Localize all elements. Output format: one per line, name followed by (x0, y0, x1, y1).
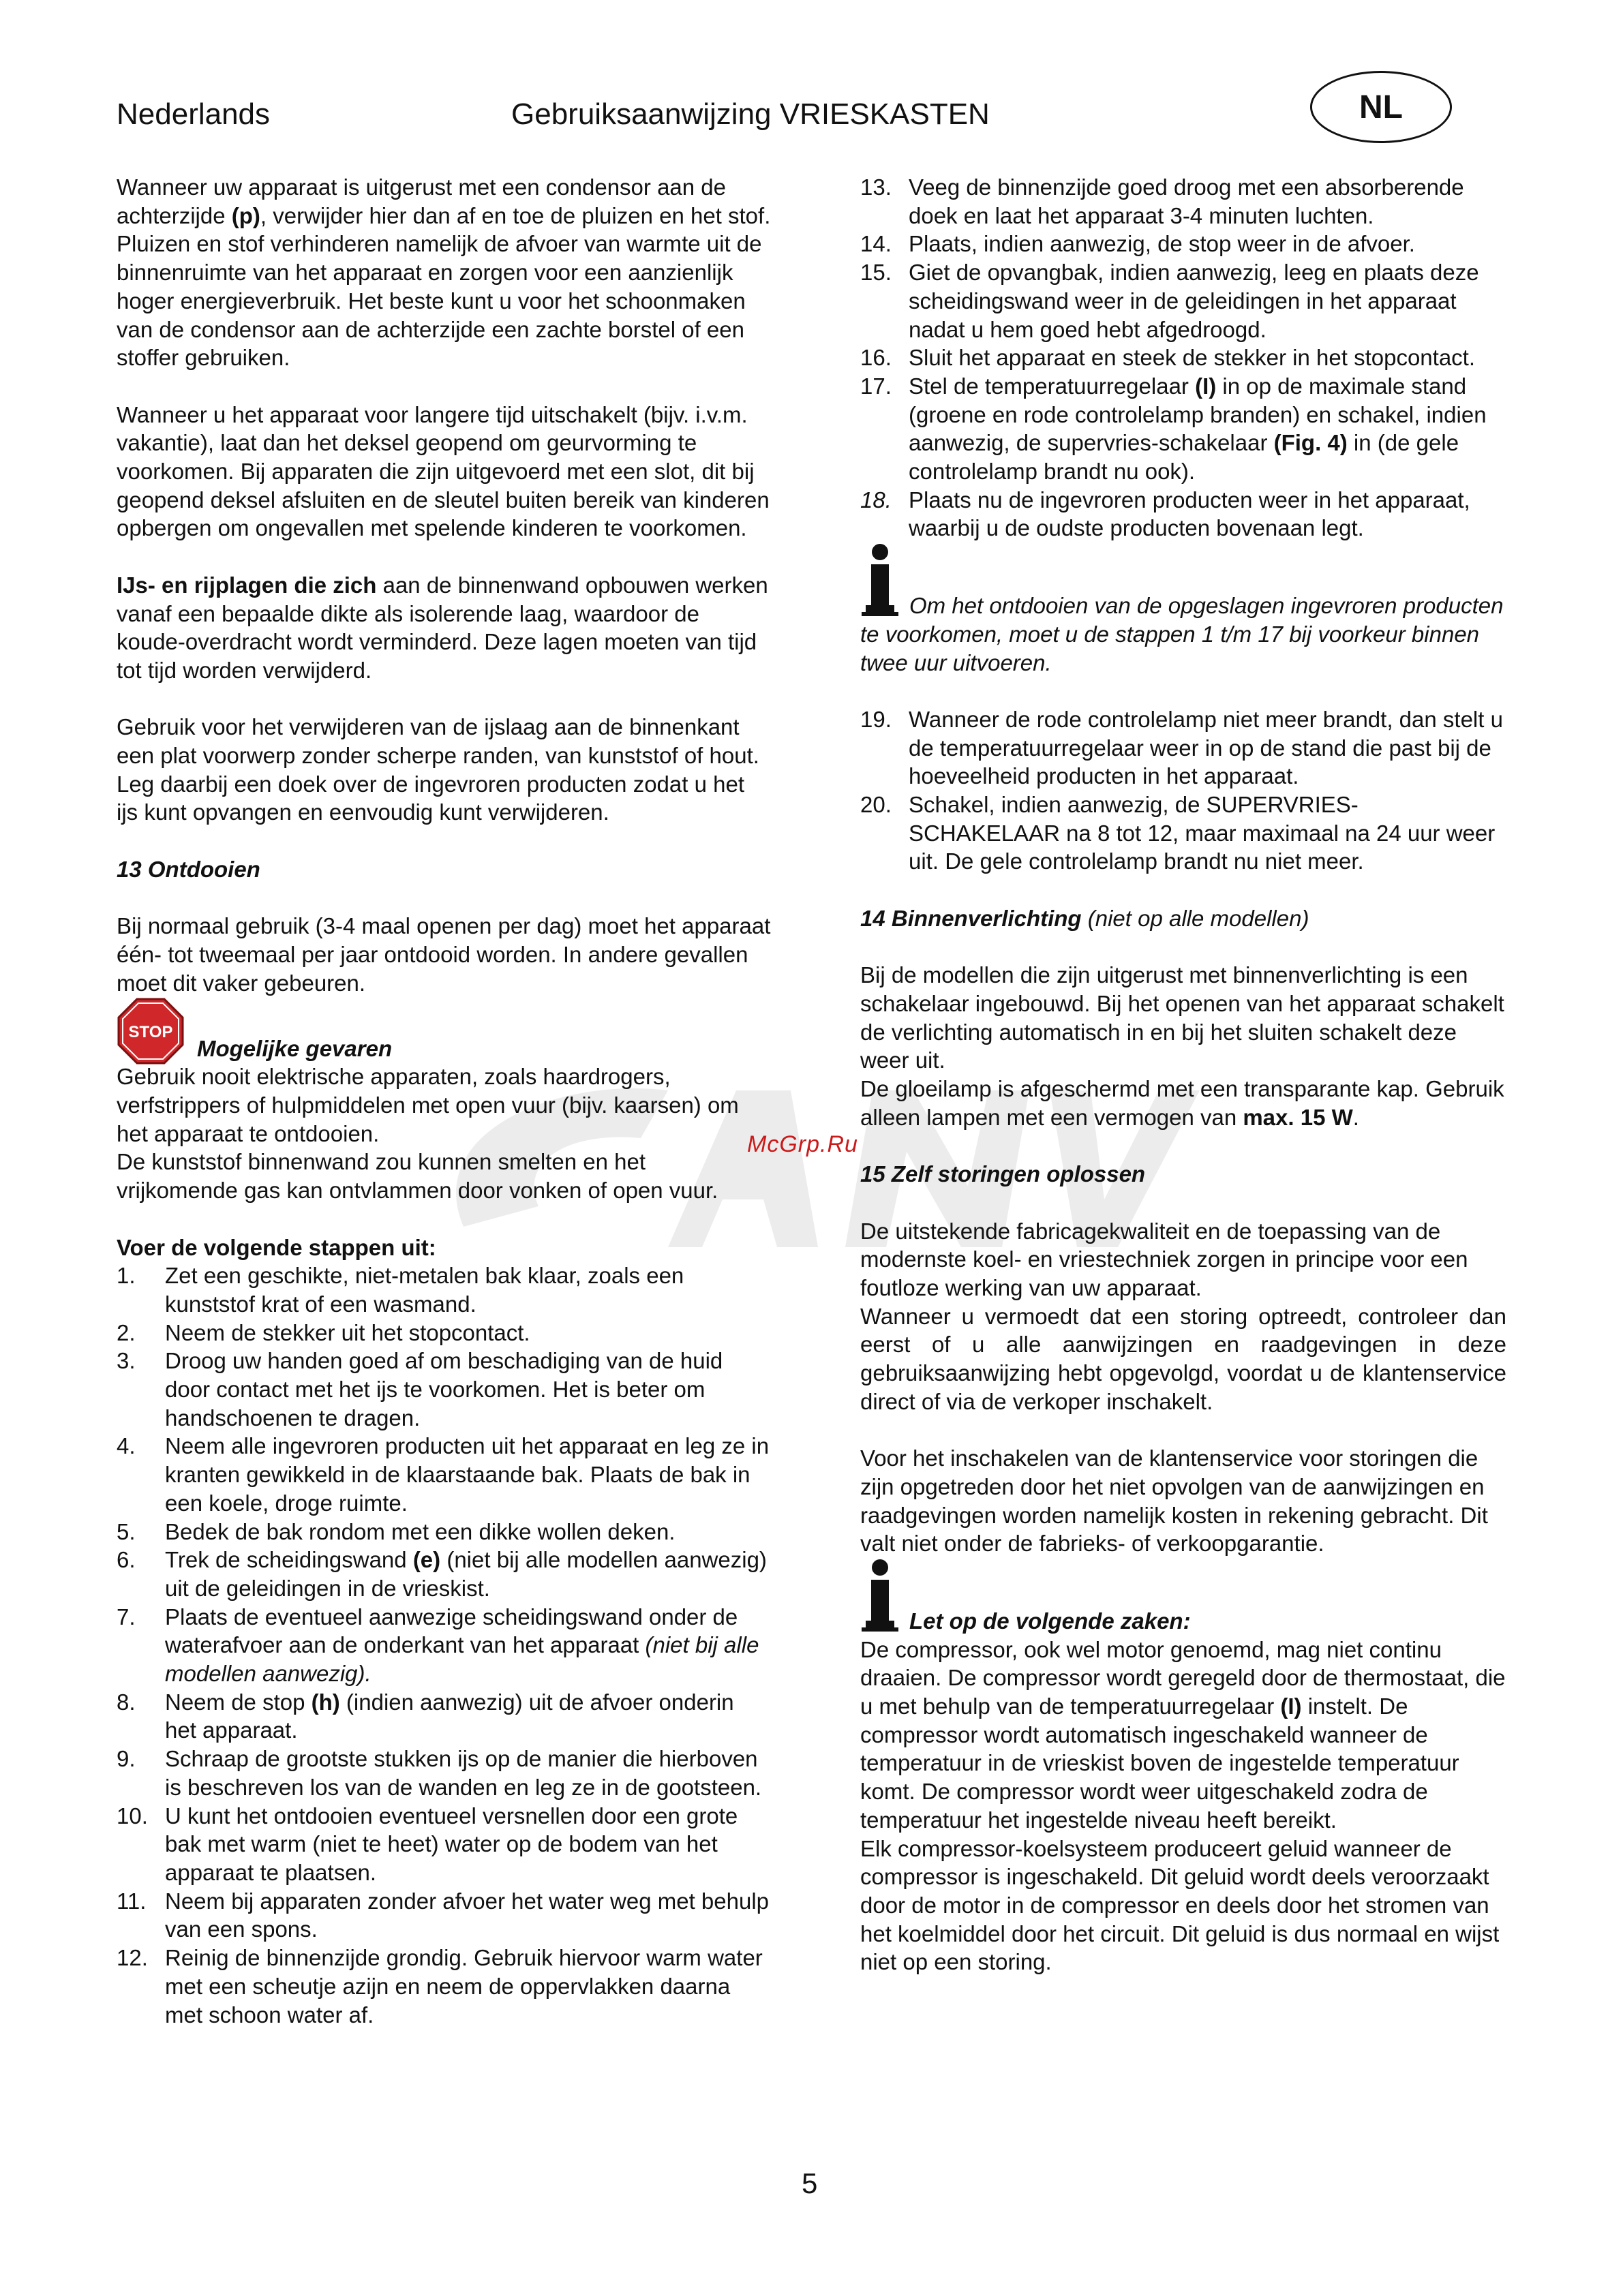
list-item: 19. Wanneer de rode controlelamp niet meer brandt, dan stelt u de temperatuurregelaar weer in op de stand die past bij de hoeveelheid producten in het apparaat. (860, 706, 1503, 789)
list-item: 3. Droog uw handen goed af om beschadiging van de huid door contact met het ijs te voorkomen. Het is beter om handschoenen te dragen. (117, 1348, 723, 1430)
info-note-compressor (860, 1558, 1506, 1636)
list-item: 14. Plaats, indien aanwezig, de stop weer in de afvoer. (860, 231, 1415, 257)
list-item: 8. Neem de stop (h) (indien aanwezig) uit de afvoer onderin het apparaat. (117, 1689, 734, 1743)
warning-label: Mogelijke gevaren (197, 1036, 393, 1062)
paragraph-lighting: Bij de modellen die zijn uitgerust met binnenverlichting is een schakelaar ingebouwd. Bij het openen van het apparaat schakelt de verlichting automatisch in en bij het sluiten schakelt deze weer uit. (860, 962, 1504, 1073)
paragraph-cloth: Leg daarbij een doek over de ingevroren producten zodat u het ijs kunt opvangen en eenvoudig kunt verwijderen. (117, 771, 744, 825)
list-item: 7. Plaats de eventueel aanwezige scheidingswand onder de waterafvoer aan de onderkant van het apparaat (niet bij alle modellen aanwezig). (117, 1604, 759, 1687)
list-item: 12. Reinig de binnenzijde grondig. Gebruik hiervoor warm water met een scheutje azijn en neem de oppervlakken daarna met schoon water af. (117, 1945, 763, 2027)
left-column (117, 173, 771, 2029)
paragraph-no-electric: Gebruik nooit elektrische apparaten, zoals haardrogers, verfstrippers of hulpmiddelen met open vuur (bijv. kaarsen) om het apparaat te ontdooien. (117, 1064, 739, 1146)
list-item: 10. U kunt het ontdooien eventueel versnellen door een grote bak met warm (niet te heet) water op de bodem van het apparaat te plaatsen. (117, 1803, 738, 1885)
warning-block (117, 997, 771, 1062)
list-item: 5. Bedek de bak rondom met een dikke wollen deken. (117, 1518, 676, 1544)
section-heading-15: 15 Zelf storingen oplossen (860, 1161, 1146, 1187)
stop-sign-text: STOP (128, 1023, 173, 1042)
list-item: 15. Giet de opvangbak, indien aanwezig, leeg en plaats deze scheidingswand weer in de geleidingen in het apparaat nadat u hem goed hebt afgedroogd. (860, 260, 1479, 342)
paragraph-plastic-melt: De kunststof binnenwand zou kunnen smelten en het vrijkomende gas kan ontvlammen door vonken of open vuur. (117, 1149, 718, 1204)
paragraph-noise: Elk compressor-koelsysteem produceert geluid wanneer de compressor is ingeschakeld. Dit geluid wordt deels veroorzaakt door de motor in de compressor en deels door het stromen van het koelmiddel door het circuit. Dit geluid is dus normaal en wijst niet op een storing. (860, 1835, 1500, 1975)
section-heading-13: 13 Ontdooien (117, 856, 260, 882)
list-item: 20. Schakel, indien aanwezig, de SUPERVRIES-SCHAKELAAR na 8 tot 12, maar maximaal na 24 uur weer uit. De gele controlelamp brandt nu niet meer. (860, 792, 1496, 874)
section-heading-14: 14 Binnenverlichting (niet op alle modellen) (860, 905, 1309, 931)
paragraph-defrost-frequency: Bij normaal gebruik (3-4 maal openen per dag) moet het apparaat één- tot tweemaal per jaar ontdooid worden. In andere gevallen moet dit vaker gebeuren. (117, 913, 771, 996)
header-language: Nederlands (117, 97, 271, 131)
info-icon (860, 542, 900, 617)
list-item: 18. Plaats nu de ingevroren producten weer in het apparaat, waarbij u de oudste producten bovenaan legt. (860, 487, 1470, 541)
document-title: Gebruiksaanwijzing VRIESKASTEN (511, 97, 990, 131)
paragraph-compressor: De compressor, ook wel motor genoemd, mag niet continu draaien. De compressor wordt geregeld door de thermostaat, die u met behulp van de temperatuurregelaar (I) instelt. De compressor wordt automatisch ingeschakeld wanneer de temperatuur in de vrieskist boven de ingestelde temperatuur komt. De compressor wordt weer uitgeschakeld zodra de temperatuur het ingestelde niveau heeft bereikt. (860, 1636, 1506, 1833)
paragraph-quality: De uitstekende fabricagekwaliteit en de toepassing van de modernste koel- en vriestechniek zorgen in principe voor een foutloze werking van uw apparaat. (860, 1218, 1468, 1300)
list-item: 13. Veeg de binnenzijde goed droog met een absorberende doek en laat het apparaat 3-4 minuten luchten. (860, 174, 1464, 228)
info-label-compressor: Let op de volgende zaken: (909, 1608, 1191, 1634)
list-item: 6. Trek de scheidingswand (e) (niet bij alle modellen aanwezig) uit de geleidingen in de vrieskist. (117, 1547, 767, 1601)
info-icon (860, 1558, 900, 1633)
paragraph-remove-ice: Gebruik voor het verwijderen van de ijslaag aan de binnenkant een plat voorwerp zonder scherpe randen, van kunststof of hout. (117, 714, 759, 769)
list-item: 9. Schraap de grootste stukken ijs op de manier die hierboven is beschreven los van de wanden en leg ze in de gootsteen. (117, 1746, 762, 1800)
steps-heading: Voer de volgende stappen uit: (117, 1234, 436, 1260)
paragraph-malfunction: Wanneer u vermoedt dat een storing optreedt, controleer dan eerst of u alle aanwijzingen en raadgevingen in deze gebruiksaanwijzing hebt opgevolgd, voordat u de klantenservice direct of via de verkoper inschakelt. (860, 1303, 1506, 1414)
paragraph-ice-layers: IJs- en rijplagen die zich aan de binnenwand opbouwen werken vanaf een bepaalde dikte als isolerende laag, waardoor de koude-overdracht wordt verminderd. Deze lagen moeten van tijd tot tijd worden verwijderd. (117, 572, 768, 683)
steps-list-right (860, 173, 1506, 542)
list-item: 11. Neem bij apparaten zonder afvoer het water weg met behulp van een spons. (117, 1888, 770, 1942)
paragraph-vacation: Wanneer u het apparaat voor langere tijd uitschakelt (bijv. i.v.m. vakantie), laat dan het deksel geopend om geurvorming te voorkomen. Bij apparaten die zijn uitgevoerd met een slot, dit bij geopend deksel afsluiten en de sleutel buiten bereik van kinderen opbergen om ongevallen met spelende kinderen te voorkomen. (117, 401, 770, 541)
paragraph-condensor: Wanneer uw apparaat is uitgerust met een condensor aan de achterzijde (p), verwijder hier dan af en toe de pluizen en het stof. Pluizen en stof verhinderen namelijk de afvoer van warmte uit de binnenruimte van het apparaat en zorgen voor een aanzienlijk hoger energieverbruik. Het beste kunt u voor het schoonmaken van de condensor aan de achterzijde een zachte borstel of een stoffer gebruiken. (117, 174, 771, 371)
info-text-defrost: Om het ontdooien van de opgeslagen ingevroren producten te voorkomen, moet u de stappen 1 t/m 17 bij voorkeur binnen twee uur uitvoeren. (860, 593, 1504, 675)
paragraph-lamp: De gloeilamp is afgeschermd met een transparante kap. Gebruik alleen lampen met een vermogen van max. 15 W. (860, 1076, 1504, 1130)
page-number: 5 (802, 2167, 818, 2199)
stop-sign-icon (117, 997, 185, 1065)
list-item: 17. Stel de temperatuurregelaar (I) in op de maximale stand (groene en rode controlelamp branden) en schakel, indien aanwezig, de supervries-schakelaar (Fig. 4) in (de gele controlelamp brandt nu ook). (860, 373, 1487, 485)
list-item: 16. Sluit het apparaat en steek de stekker in het stopcontact. (860, 345, 1476, 371)
list-item: 4. Neem alle ingevroren producten uit het apparaat en leg ze in kranten gewikkeld in de klaarstaande bak. Plaats de bak in een koele, droge ruimte. (117, 1433, 770, 1516)
steps-list-left (117, 1261, 771, 2029)
list-item: 1. Zet een geschikte, niet-metalen bak klaar, zoals een kunststof krat of een wasmand. (117, 1263, 684, 1317)
language-badge: NL (1310, 71, 1452, 143)
paragraph-service-costs: Voor het inschakelen van de klantenservice voor storingen die zijn opgetreden door het niet opvolgen van de aanwijzingen en raadgevingen worden namelijk kosten in rekening gebracht. Dit valt niet onder de fabrieks- of verkoopgarantie. (860, 1445, 1488, 1557)
watermark-url: McGrp.Ru (747, 1131, 858, 1157)
right-column (860, 173, 1506, 1976)
steps-list-right-2 (860, 705, 1506, 876)
info-note-defrost (860, 542, 1506, 677)
list-item: 2. Neem de stekker uit het stopcontact. (117, 1319, 530, 1345)
